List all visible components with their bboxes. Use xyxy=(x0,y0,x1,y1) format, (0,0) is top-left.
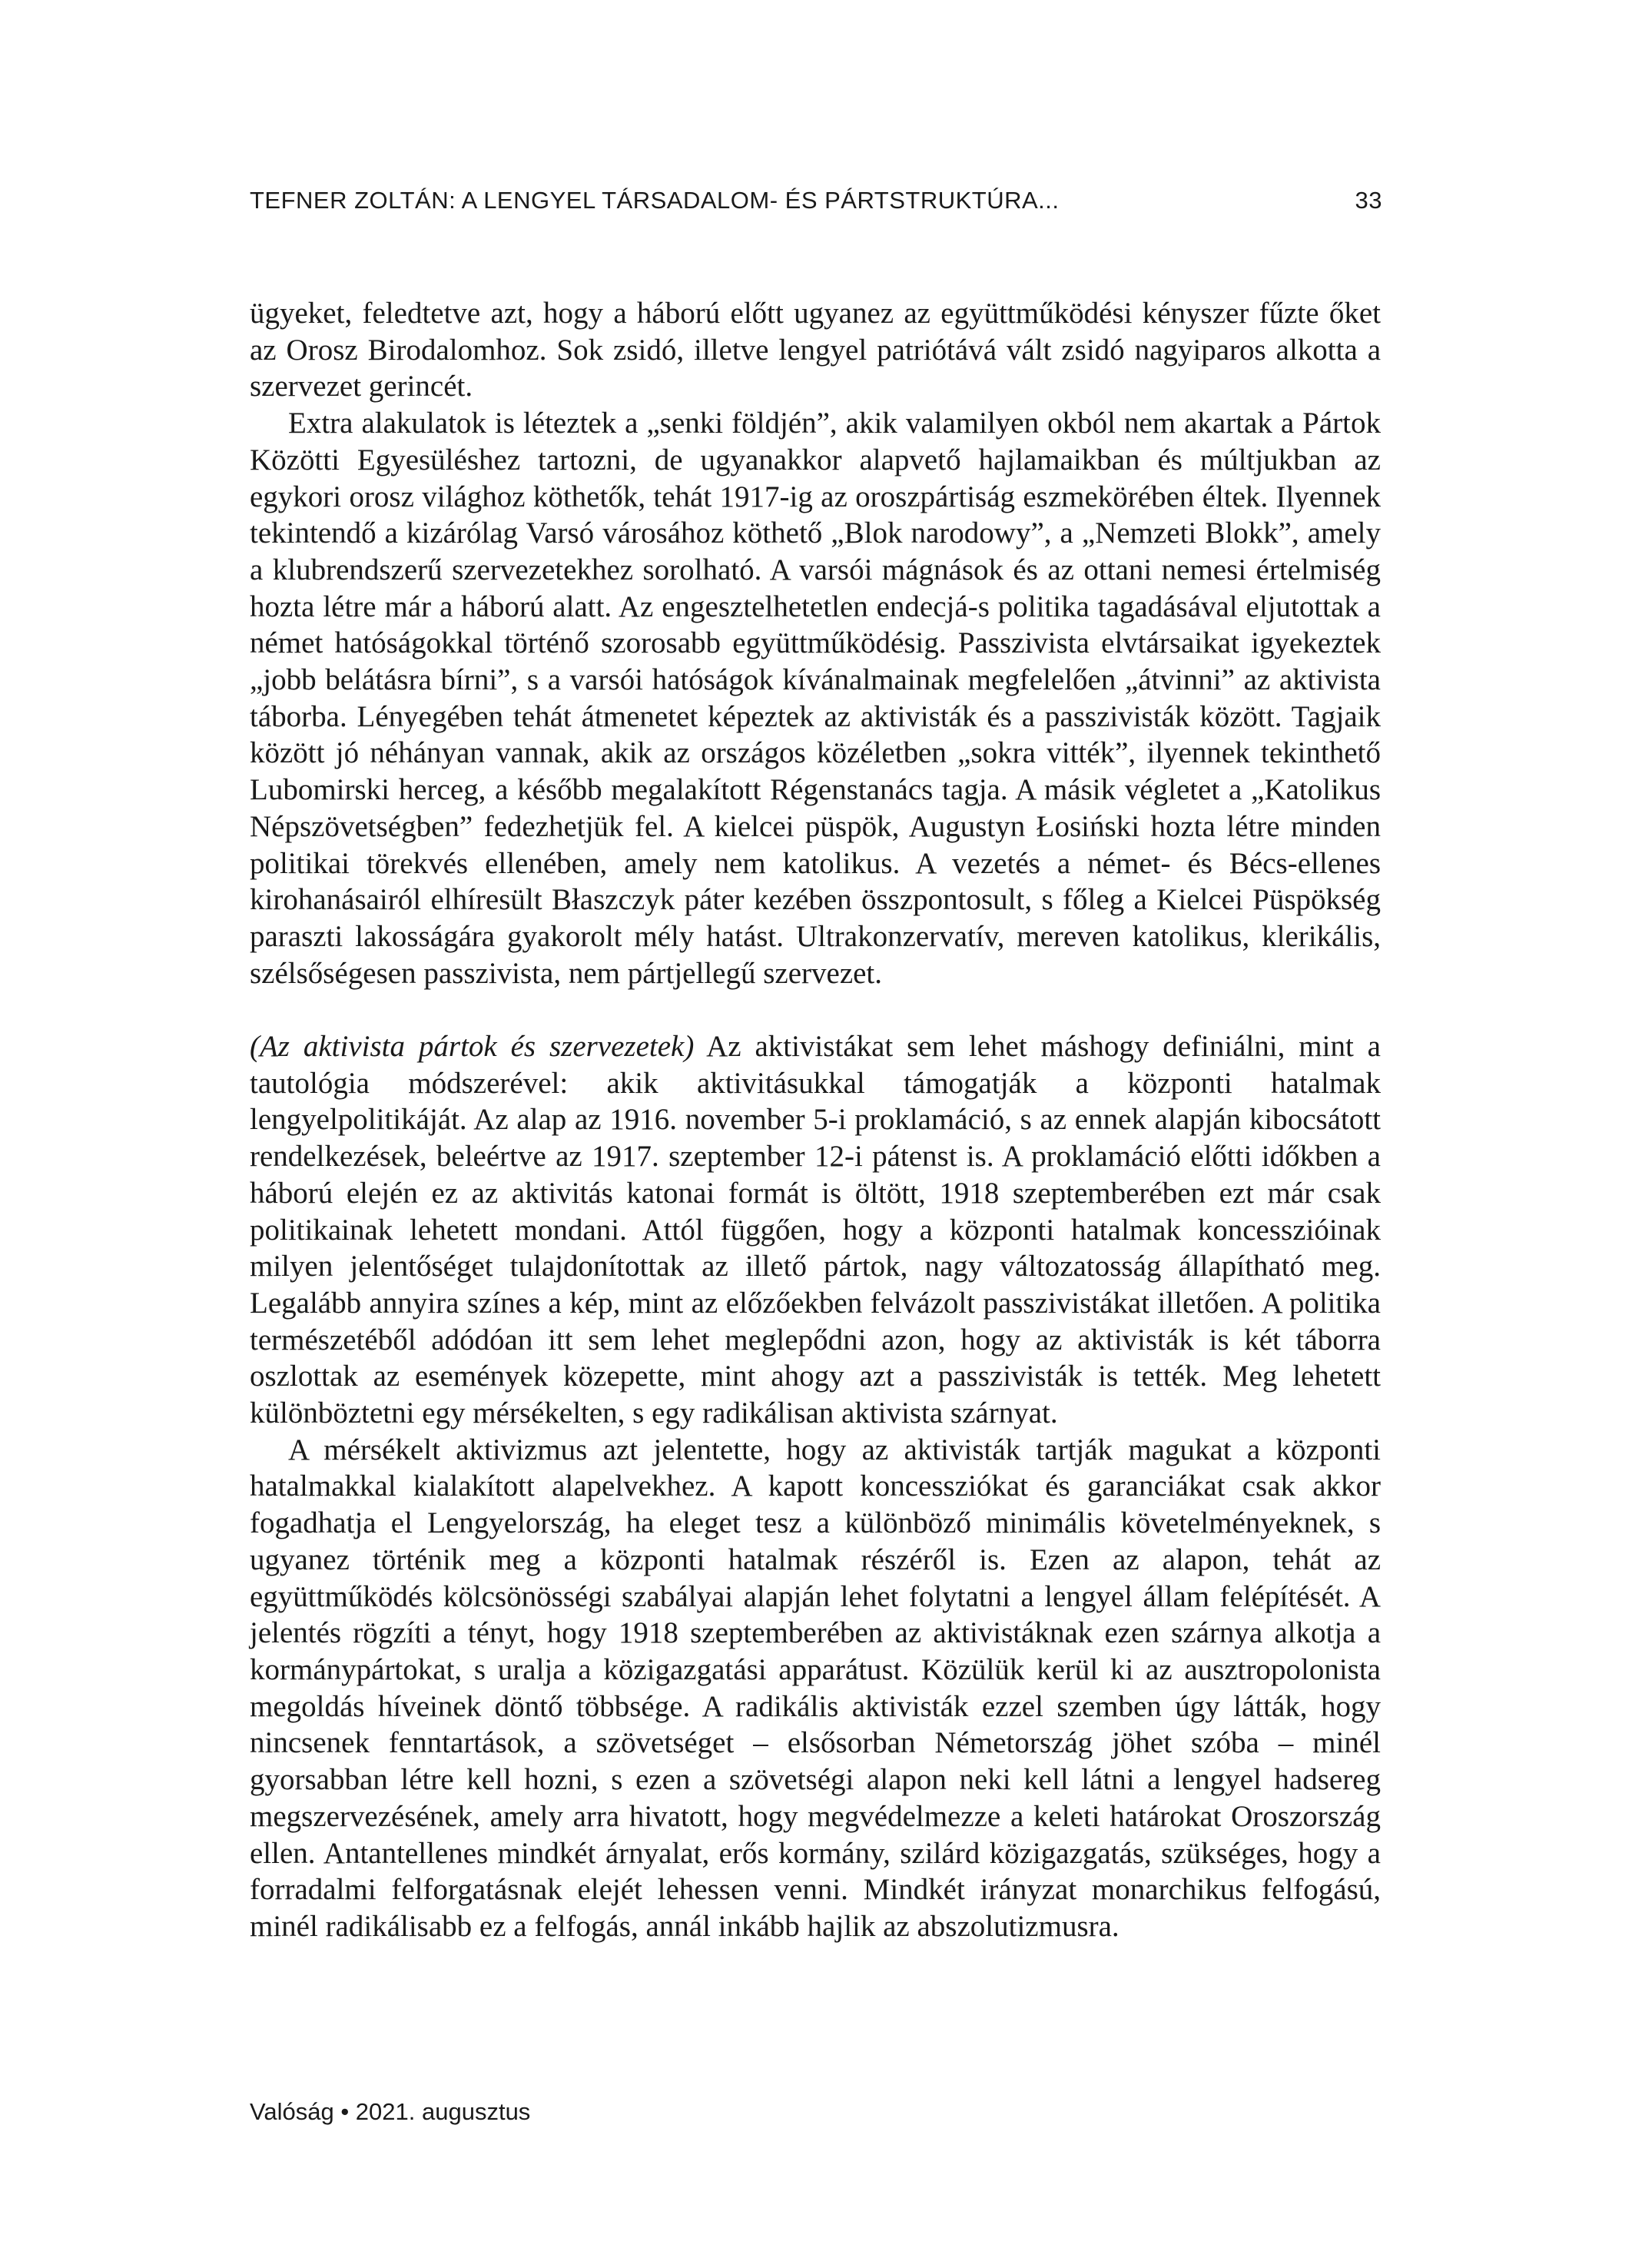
paragraph-extra-alakulatok: Extra alakulatok is léteztek a „senki földjén”, akik valamilyen okból nem akartak a Pártok Közötti Egyesüléshez tartozni, de ugyanakkor alapvető hajlamaikban és múltjukban az egykori orosz világhoz köthetők, tehát 1917-ig az oroszpártiság eszmekörében éltek. Ilyennek tekintendő a kizárólag Varsó városához köthető „Blok narodowy”, a „Nemzeti Blokk”, amely a klubrendszerű szervezetekhez sorolható. A varsói mágnások és az ottani nemesi értelmiség hozta létre már a háború alatt. Az engesztelhetetlen endecjá-s politika tagadásával eljutottak a német hatóságokkal történő szorosabb együttműködésig. Passzivista elvtársaikat igyekeztek „jobb belátásra bírni”, s a varsói hatóságok kívánalmainak megfelelően „átvinni” az aktivista táborba. Lényegében tehát átmenetet képeztek az aktivisták és a passzivisták között. Tagjaik között jó néhányan vannak, akik az országos közéletben „sokra vitték”, ilyennek tekinthető Lubomirski herceg, a később megalakított Régenstanács tagja. A másik végletet a „Katolikus Népszövetségben” fedezhetjük fel. A kielcei püspök, Augustyn Łosiński hozta létre minden politikai törekvés ellenében, amely nem katolikus. A vezetés a német- és Bécs-ellenes kirohanásairól elhíresült Błaszczyk páter kezében összpontosult, s főleg a Kielcei Püspökség paraszti lakosságára gyakorolt mély hatást. Ultrakonzervatív, mereven katolikus, klerikális, szélsőségesen passzivista, nem pártjellegű szervezet. xyxy=(250,407,1381,990)
page-footer xyxy=(250,2098,530,2126)
running-header xyxy=(250,187,1382,214)
page-number: 33 xyxy=(1355,187,1382,214)
section-lead: (Az aktivista pártok és szervezetek) xyxy=(250,1030,695,1064)
paragraph-mersekelt-aktivizmus: A mérsékelt aktivizmus azt jelentette, hogy az aktivisták tartják magukat a központi hatalmakkal kialakított alapelvekhez. A kapott koncessziókat és garanciákat csak akkor fogadhatja el Lengyelország, ha eleget tesz a különböző minimális követelményeknek, s ugyanez történik meg a központi hatalmak részéről is. Ezen az alapon, tehát az együttműködés kölcsönösségi szabályai alapján lehet folytatni a lengyel állam felépítését. A jelentés rögzíti a tényt, hogy 1918 szeptemberében az aktivistáknak ezen szárnya alkotja a kormánypártokat, s uralja a közigazgatási apparátust. Közülük kerül ki az ausztropolonista megoldás híveinek döntő többsége. A radikális aktivisták ezzel szemben úgy látták, hogy nincsenek fenntartások, a szövetséget – elsősorban Németország jöhet szóba – minél gyorsabban létre kell hozni, s ezen a szövetségi alapon neki kell látni a lengyel hadsereg megszervezésének, amely arra hivatott, hogy megvédelmezze a keleti határokat Oroszország ellen. Antantellenes mindkét árnyalat, erős kormány, szilárd közigazgatás, szükséges, hogy a forradalmi felforgatásnak elejét lehessen venni. Mindkét irányzat monarchikus felfogású, minél radikálisabb ez a felfogás, annál inkább hajlik az abszolutizmusra. xyxy=(250,1433,1381,1943)
paragraph-aktivista-partok xyxy=(250,1028,1381,1432)
running-header-title: TEFNER ZOLTÁN: A LENGYEL TÁRSADALOM- ÉS PÁRTSTRUKTÚRA... xyxy=(250,187,1060,214)
article-body xyxy=(250,295,1381,1945)
paragraph-continuation: ügyeket, feledtetve azt, hogy a háború előtt ugyanez az együttműködési kényszer fűzte őket az Orosz Birodalomhoz. Sok zsidó, illetve lengyel patriótává vált zsidó nagyiparos alkotta a szervezet gerincét. xyxy=(250,297,1381,403)
footer-text: Valóság • 2021. augusztus xyxy=(250,2098,531,2125)
section-lead-text: Az aktivistákat sem lehet máshogy definiálni, mint a tautológia módszerével: akik aktivitásukkal támogatják a központi hatalmak lengyelpolitikáját. Az alap az 1916. november 5-i proklamáció, s az ennek alapján kibocsátott rendelkezések, beleértve az 1917. szeptember 12-i pátenst is. A proklamáció előtti időkben a háború elején ez az aktivitás katonai formát is öltött, 1918 szeptemberében ezt már csak politikainak lehetett mondani. Attól függően, hogy a központi hatalmak koncesszióinak milyen jelentőséget tulajdonítottak az illető pártok, nagy változatosság állapítható meg. Legalább annyira színes a kép, mint az előzőekben felvázolt passzivistákat illetően. A politika természetéből adódóan itt sem lehet meglepődni azon, hogy az aktivisták is két táborra oszlottak az események közepette, mint ahogy azt a passzivisták is tették. Meg lehetett különböztetni egy mérsékelten, s egy radikálisan aktivista szárnyat. xyxy=(250,1030,1381,1430)
